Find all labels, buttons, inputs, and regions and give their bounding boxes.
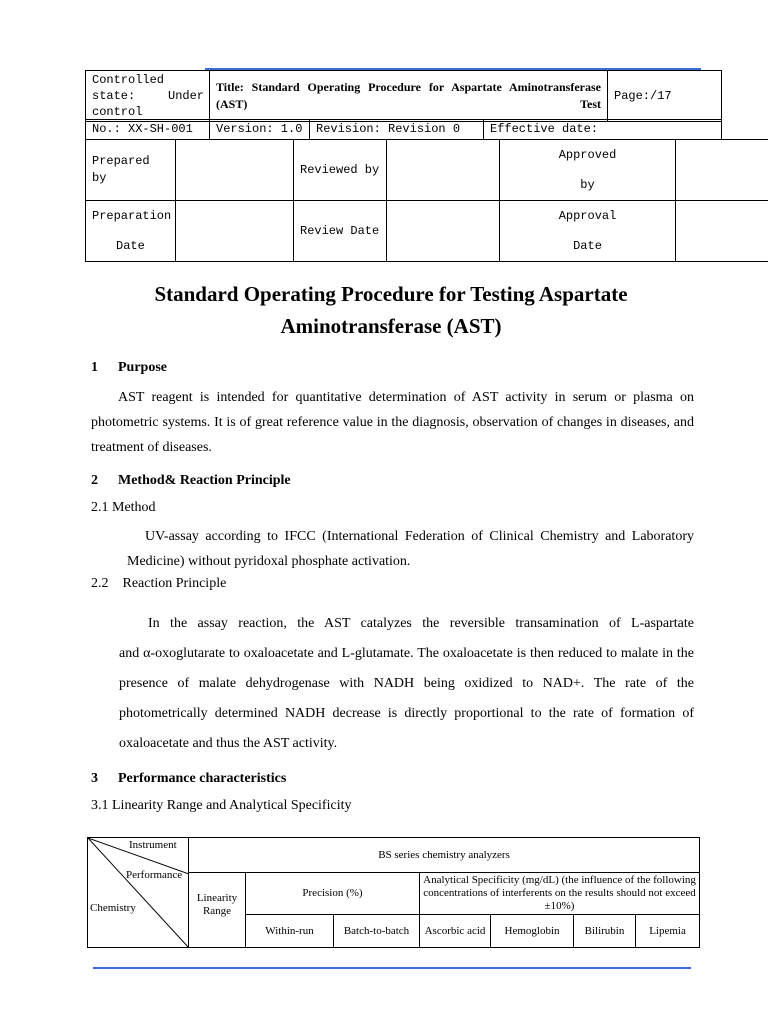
analyzers-header: BS series chemistry analyzers: [189, 838, 700, 873]
approved-by-value: [676, 140, 768, 201]
bilirubin-header: Bilirubin: [574, 915, 636, 948]
purpose-text: AST reagent is intended for quantitative determination of AST activity in serum or plasma on photometric systems. It is of great reference value in the diagnosis, observation of changes in diseases, and treatment of diseases.: [91, 390, 694, 455]
performance-table: [87, 837, 700, 948]
section-2-heading: 2 Method& Reaction Principle: [91, 473, 291, 488]
prepared-by-value: [176, 140, 294, 201]
section-1-heading: 1 Purpose: [91, 360, 167, 375]
corner-chemistry: Chemistry: [90, 902, 136, 914]
hemoglobin-header: Hemoglobin: [491, 915, 574, 948]
effective-date: Effective date:: [484, 120, 722, 140]
document-control-table: [85, 70, 722, 122]
batch-to-batch-header: Batch-to-batch: [334, 915, 420, 948]
ascorbic-acid-header: Ascorbic acid: [420, 915, 491, 948]
sop-title: Title: Standard Operating Procedure for Aspartate Aminotransferase (AST) Test: [216, 80, 601, 111]
preparation-date-label: Preparation Date: [86, 201, 176, 262]
table-corner-cell: [88, 838, 189, 948]
approval-table: [85, 139, 768, 262]
specificity-header: Analytical Specificity (mg/dL) (the influence of the following concentrations of interferents on the results should not exceed ±10%): [420, 873, 700, 915]
sop-title-cell: [210, 71, 608, 122]
section-2-1-heading: 2.1 Method: [91, 500, 156, 515]
review-date-label: Review Date: [294, 201, 387, 262]
revision: Revision: Revision 0: [310, 120, 484, 140]
footer-rule: [93, 967, 691, 969]
version: Version: 1.0: [210, 120, 310, 140]
reviewed-by-value: [387, 140, 500, 201]
within-run-header: Within-run: [246, 915, 334, 948]
lipemia-header: Lipemia: [636, 915, 700, 948]
approval-date-label: Approval Date: [500, 201, 676, 262]
document-version-table: [85, 119, 722, 140]
method-text: UV-assay according to IFCC (International Federation of Clinical Chemistry and Laboratory Medicine) without pyridoxal phosphate activation.: [127, 529, 694, 569]
approval-date-value: [676, 201, 768, 262]
precision-header: Precision (%): [246, 873, 420, 915]
section-2-2-heading: 2.2 Reaction Principle: [91, 576, 227, 591]
corner-diagonals: [88, 838, 189, 948]
page-number: Page:/17: [608, 71, 722, 122]
document-title: Standard Operating Procedure for Testing Aspartate Aminotransferase (AST): [154, 282, 628, 338]
approved-by-label: Approved by: [500, 140, 676, 201]
linearity-header: Linearity Range: [189, 873, 246, 948]
prepared-by-label: Prepared by: [86, 140, 176, 201]
document-number: No.: XX-SH-001: [86, 120, 210, 140]
section-3-1-heading: 3.1 Linearity Range and Analytical Specificity: [91, 798, 352, 813]
reviewed-by-label: Reviewed by: [294, 140, 387, 201]
controlled-state: Controlled state: Under control: [86, 71, 210, 122]
reaction-principle-text: In the assay reaction, the AST catalyzes the reversible transamination of L-aspartate and α-oxoglutarate to oxaloacetate and L-glutamate. The oxaloacetate is then reduced to malate in the presence of malate dehydrogenase with NADH being oxidized to NAD+. The rate of the photometrically determined NADH decrease is directly proportional to the rate of formation of oxaloacetate and thus the AST activity.: [119, 616, 694, 751]
section-3-heading: 3 Performance characteristics: [91, 771, 287, 786]
corner-instrument: Instrument: [129, 839, 177, 851]
preparation-date-value: [176, 201, 294, 262]
corner-performance: Performance: [126, 869, 183, 881]
review-date-value: [387, 201, 500, 262]
